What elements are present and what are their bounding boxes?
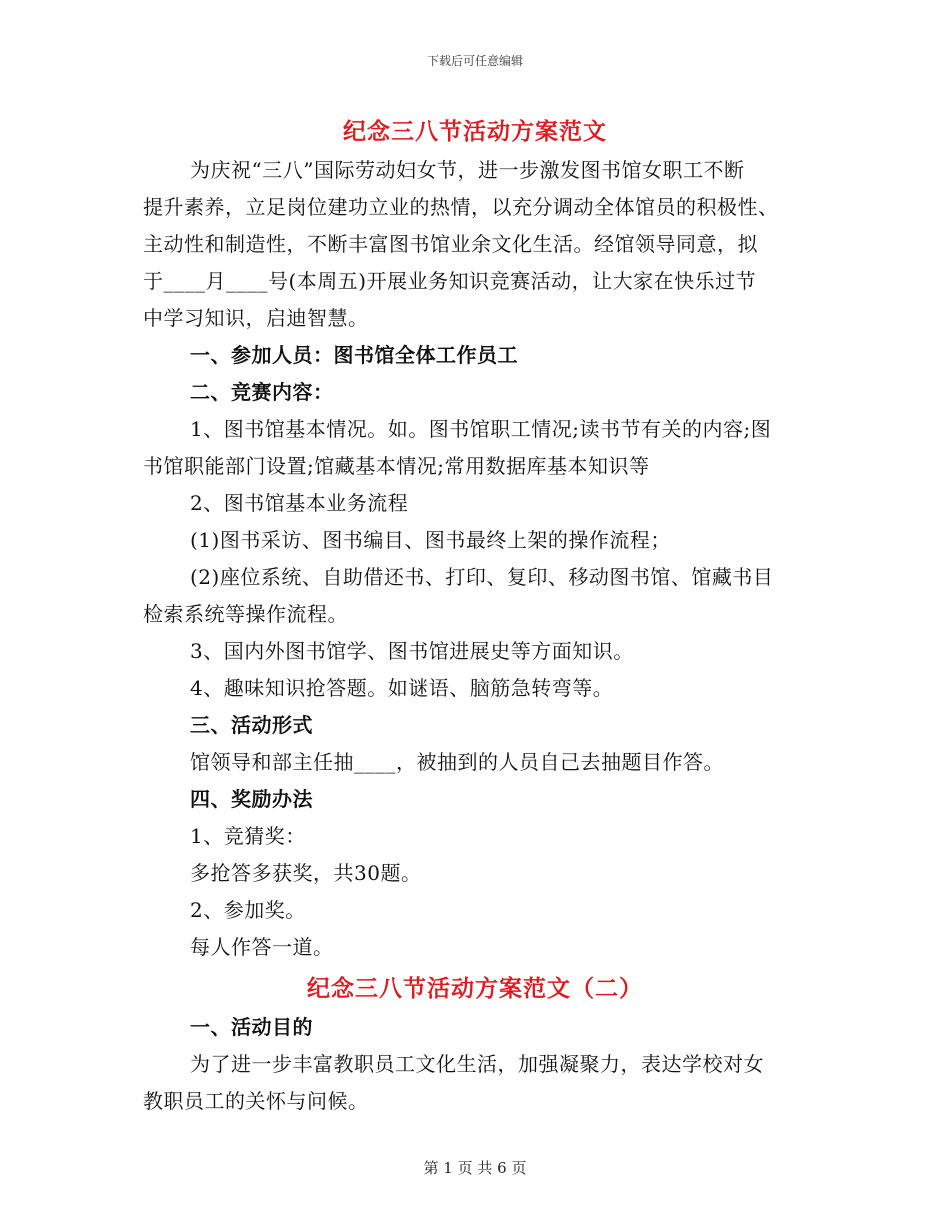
sec2-item-2-sub-2-line-1: (2)座位系统、自助借还书、打印、复印、移动图书馆、馆藏书目 (190, 565, 774, 589)
sec2-item-4: 4、趣味知识抢答题。如谜语、脑筋急转弯等。 (190, 676, 614, 700)
section-1-heading: 一、参加人员：图书馆全体工作员工 (190, 343, 518, 367)
intro-line-2: 提升素养，立足岗位建功立业的热情，以充分调动全体馆员的积极性、 (143, 195, 779, 219)
intro-line-3: 主动性和制造性，不断丰富图书馆业余文化生活。经馆领导同意，拟 (143, 232, 758, 256)
section-2-heading: 二、竞赛内容： (190, 380, 334, 404)
section-4-heading: 四、奖励办法 (190, 787, 313, 811)
sec2-item-2: 2、图书馆基本业务流程 (190, 491, 409, 515)
section-3-heading: 三、活动形式 (190, 713, 313, 737)
sec2-item-1-line-2: 书馆职能部门设置;馆藏基本情况;常用数据库基本知识等 (143, 454, 650, 478)
sec2-item-2-sub-2-line-2: 检索系统等操作流程。 (143, 602, 348, 626)
intro-line-1: 为庆祝“三八”国际劳动妇女节，进一步激发图书馆女职工不断 (190, 158, 745, 182)
part2-line-2: 教职员工的关怀与问候。 (143, 1089, 369, 1113)
section-3-body: 馆领导和部主任抽____，被抽到的人员自己去抽题目作答。 (190, 750, 724, 774)
part2-heading: 一、活动目的 (190, 1015, 313, 1039)
sec4-item-1: 1、竞猜奖： (190, 824, 306, 848)
page-number: 第 1 页 共 6 页 (423, 1159, 527, 1177)
sec4-item-1-body: 多抢答多获奖，共30题。 (190, 861, 422, 885)
page-header-note: 下载后可任意编辑 (426, 54, 523, 68)
document-title: 纪念三八节活动方案范文 (343, 118, 607, 145)
sec2-item-1-line-1: 1、图书馆基本情况。如。图书馆职工情况;读书节有关的内容;图 (190, 417, 772, 441)
sec2-item-2-sub-1: (1)图书采访、图书编目、图书最终上架的操作流程； (190, 528, 671, 552)
intro-line-5: 中学习知识，启迪智慧。 (143, 306, 369, 330)
sec4-item-2-body: 每人作答一道。 (190, 935, 334, 959)
intro-line-4: 于____月____号(本周五)开展业务知识竞赛活动，让大家在快乐过节 (143, 269, 757, 293)
part2-line-1: 为了进一步丰富教职员工文化生活，加强凝聚力，表达学校对女 (190, 1052, 764, 1076)
sec2-item-3: 3、国内外图书馆学、图书馆进展史等方面知识。 (190, 639, 634, 663)
document-title-part-2: 纪念三八节活动方案范文（二） (307, 975, 643, 1002)
sec4-item-2: 2、参加奖。 (190, 898, 306, 922)
